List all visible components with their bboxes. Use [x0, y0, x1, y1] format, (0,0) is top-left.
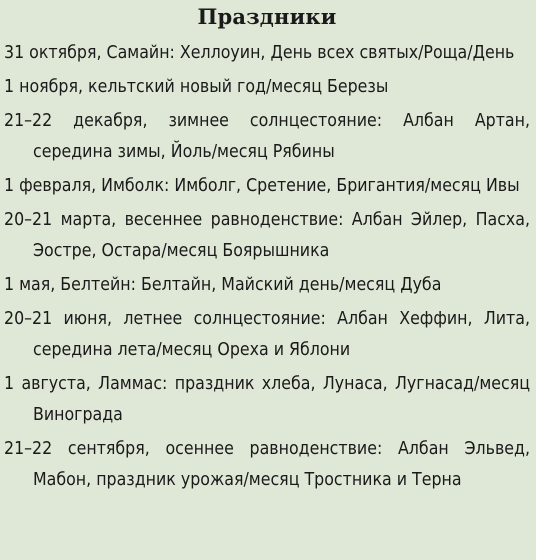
list-item: 1 ноября, кельтский новый год/месяц Березы	[4, 77, 389, 97]
list-item: 20–21 июня, летнее солнцестояние: Албан Хеффин, Лита, середина лета/месяц Ореха и Яблони	[4, 309, 530, 360]
list-item: 31 октября, Самайн: Хеллоуин, День всех святых/Роща/День	[4, 43, 515, 63]
list-item: 21–22 декабря, зимнее солнцестояние: Албан Артан, середина зимы, Йоль/месяц Рябины	[4, 111, 530, 162]
list-item: 1 февраля, Имболк: Имболг, Сретение, Бригантия/месяц Ивы	[4, 176, 520, 196]
list-item: 21–22 сентября, осеннее равноденствие: Албан Эльвед, Мабон, праздник урожая/месяц Тростника и Терна	[4, 439, 530, 490]
list-item: 20–21 марта, весеннее равноденствие: Албан Эйлер, Пасха, Эостре, Остара/месяц Боярышника	[4, 210, 530, 261]
list-item: 1 мая, Белтейн: Белтайн, Майский день/месяц Дуба	[4, 275, 442, 295]
holiday-list	[4, 38, 530, 496]
page-title: Праздники	[197, 4, 337, 29]
list-item: 1 августа, Ламмас: праздник хлеба, Лунаса, Лугнасад/месяц Винограда	[4, 374, 530, 425]
